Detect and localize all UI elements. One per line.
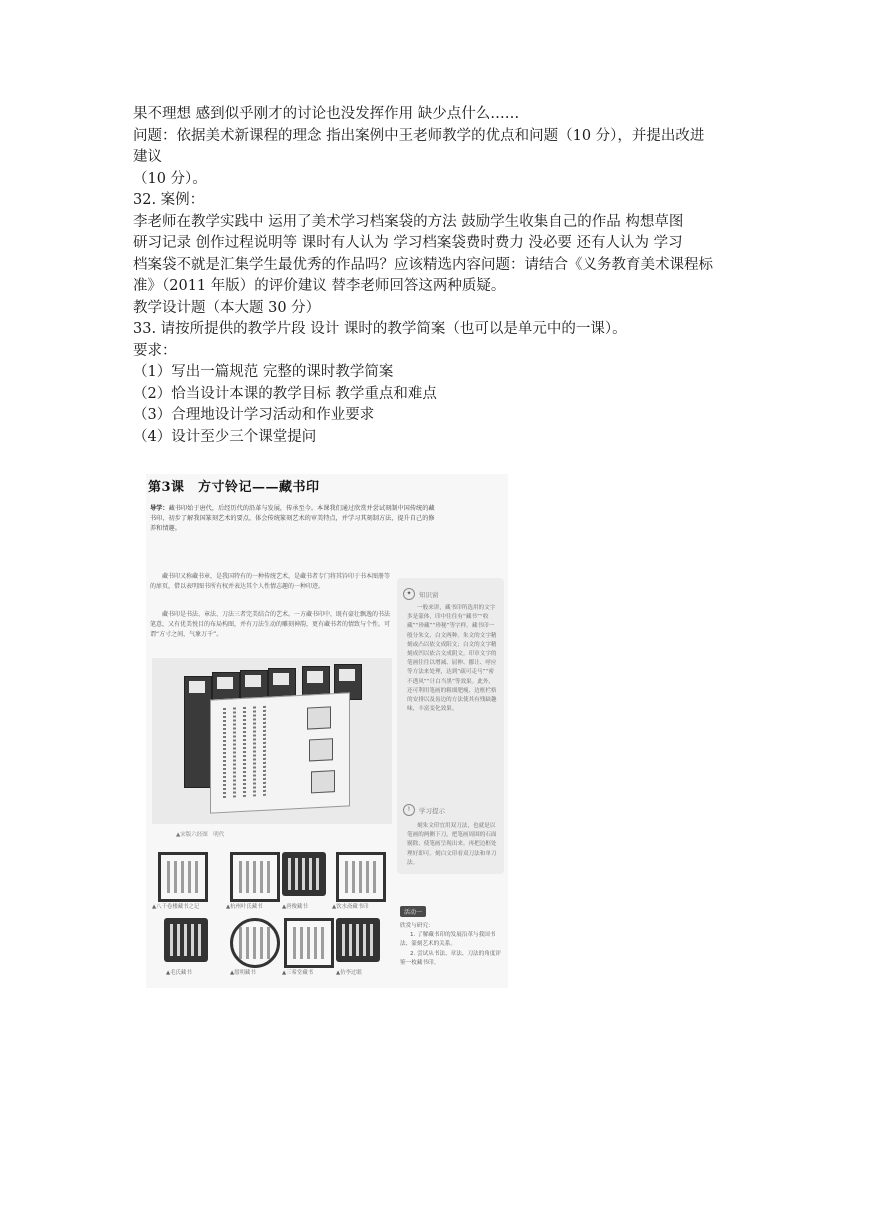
seal-image xyxy=(230,852,280,902)
seal-caption: ▲唐俊藏书 xyxy=(282,904,308,910)
requirement-item: （2）恰当设计本课的教学目标 教学重点和难点 xyxy=(133,385,437,402)
seal-caption: ▲八千卷楼藏书之记 xyxy=(152,904,200,910)
body-paragraph: 藏书印又称藏书章，是我国特有的一种传统艺术，是藏书者专门将其钤印于书本图册等的扉页，借以表明图书所有权并表达其个人性情志趣的一种印迹。 xyxy=(150,573,391,590)
seal-stamp-mark xyxy=(311,770,335,793)
seal-caption: ▲饮水斋藏书印 xyxy=(332,904,369,910)
text-line: 李老师在教学实践中 运用了美术学习档案袋的方法 鼓励学生收集自己的作品 构想草图 xyxy=(133,213,684,230)
seal-image xyxy=(164,918,208,962)
learning-tips-heading xyxy=(403,804,445,816)
seal-image xyxy=(336,918,380,962)
activity-box xyxy=(400,899,504,968)
requirement-item: （3）合理地设计学习活动和作业要求 xyxy=(133,407,375,423)
tips-title: 学习提示 xyxy=(419,806,445,815)
lesson-intro xyxy=(150,504,438,534)
photo-caption: ▲宋版六经图 明代 xyxy=(176,832,225,838)
seal-caption: ▲仿李过眼 xyxy=(336,970,362,976)
text-line: 建议 xyxy=(133,149,162,165)
activity-item: 2. 尝试从书法、章法、刀法的角度评鉴一枚藏书印。 xyxy=(400,950,502,966)
knowledge-text: 一般来讲，藏书印所选用的文字多是篆体，印中往往有“藏书”“收藏”“珍藏”“珍秘”等字样。藏书印一般分朱文、白文两种。朱文的文字精刻或凸以依文成阳文；白文的文字精刻成凹以依合文成阴文。印章文字的笔画往往以增减、屈伸、挪让、呼应等方法来处理，达到“疏可走马”“密不透风”“计白当黑”等效果。此外，还可利用笔画的粗细肥瘦、边框栏格的安排以及齿边的方法使其有残缺趣味，丰富变化效果。 xyxy=(407,605,497,713)
requirement-item: （1）写出一篇规范 完整的课时教学简案 xyxy=(133,364,394,380)
seal-image xyxy=(336,852,386,902)
lightbulb-icon: ✦ xyxy=(403,588,415,600)
text-line: 问题：依据美术新课程的理念 指出案例中王老师教学的优点和问题（10 分），并提出改进 xyxy=(133,127,705,144)
activity-item: 1. 了解藏书印的发展沿革与我国书法、篆刻艺术的关系。 xyxy=(400,932,496,948)
question-33-heading: 33. 请按所提供的教学片段 设计 课时的教学简案（也可以是单元中的一课）。 xyxy=(133,321,627,337)
book-volume xyxy=(184,676,212,788)
seal-caption: ▲三希堂藏书 xyxy=(282,970,314,976)
activity-intro: 欣赏与研究： xyxy=(400,923,434,929)
body-paragraph: 藏书印是书法、章法、刀法三者完美结合的艺术。一方藏书印中，既有豪壮飘逸的书法笔意，又有优美悦目的布局构图，并有刀法生动的雕刻神韵，更有藏书者的情致与个性。可谓“方寸之间，气象万千”。 xyxy=(150,611,391,638)
seal-caption: ▲毛氏藏书 xyxy=(166,970,192,976)
seal-image xyxy=(282,852,326,896)
seal-image xyxy=(158,852,208,902)
seal-caption: ▲愿明藏书 xyxy=(230,970,256,976)
text-line: 研习记录 创作过程说明等 课时有人认为 学习档案袋费时费力 没必要 还有人认为 学习 xyxy=(133,235,683,251)
exclamation-icon: ! xyxy=(403,804,415,816)
seal-stamp-mark xyxy=(307,706,331,729)
intro-label: 导学： xyxy=(150,505,169,512)
text-line: 档案袋不就是汇集学生最优秀的作品吗？应该精选内容问题：请结合《义务教育美术课程标 xyxy=(133,256,713,273)
seal-image xyxy=(230,918,280,968)
ancient-books-photo xyxy=(152,658,392,824)
textbook-page-image xyxy=(146,474,508,988)
lesson-title: 第3课 方寸铃记——藏书印 xyxy=(148,480,320,495)
knowledge-sidebar xyxy=(397,578,504,874)
seal-caption: ▲杭州叶氏藏书 xyxy=(226,904,263,910)
document-text xyxy=(133,104,753,448)
knowledge-window-heading xyxy=(403,588,439,600)
open-book xyxy=(210,692,350,813)
seal-image xyxy=(284,918,334,968)
text-line: 果不理想 感到似乎刚才的讨论也没发挥作用 缺少点什么…… xyxy=(133,106,520,122)
text-line: （10 分）。 xyxy=(133,170,207,187)
tips-text: 刻朱文印宜用双刀法，也就是以笔画的两侧下刀，把笔画周围的石面剔除，使笔画呈现出来。再把边框处理好即可。刻白文印看双刀法和单刀法。 xyxy=(407,823,497,866)
intro-text: 藏书印始于唐代，后经历代的沿革与发展，传承至今。本课我们通过欣赏并尝试刻制中国传统的藏书印，初步了解我国篆刻艺术的要点，体会传统篆刻艺术的审美特点，并学习其刻制方法，提升自己的修养和情趣。 xyxy=(150,505,435,532)
activity-tag: 活动一 xyxy=(400,906,426,917)
seal-stamp-mark xyxy=(309,738,333,761)
requirements-label: 要求： xyxy=(133,342,177,359)
text-line: 准》（2011 年版）的评价建议 替李老师回答这两种质疑。 xyxy=(133,278,506,294)
requirement-item: （4）设计至少三个课堂提问 xyxy=(133,428,317,445)
section-heading: 教学设计题（本大题 30 分） xyxy=(133,299,321,316)
question-32-heading: 32. 案例： xyxy=(133,192,205,208)
knowledge-title: 知识窗 xyxy=(419,590,439,599)
